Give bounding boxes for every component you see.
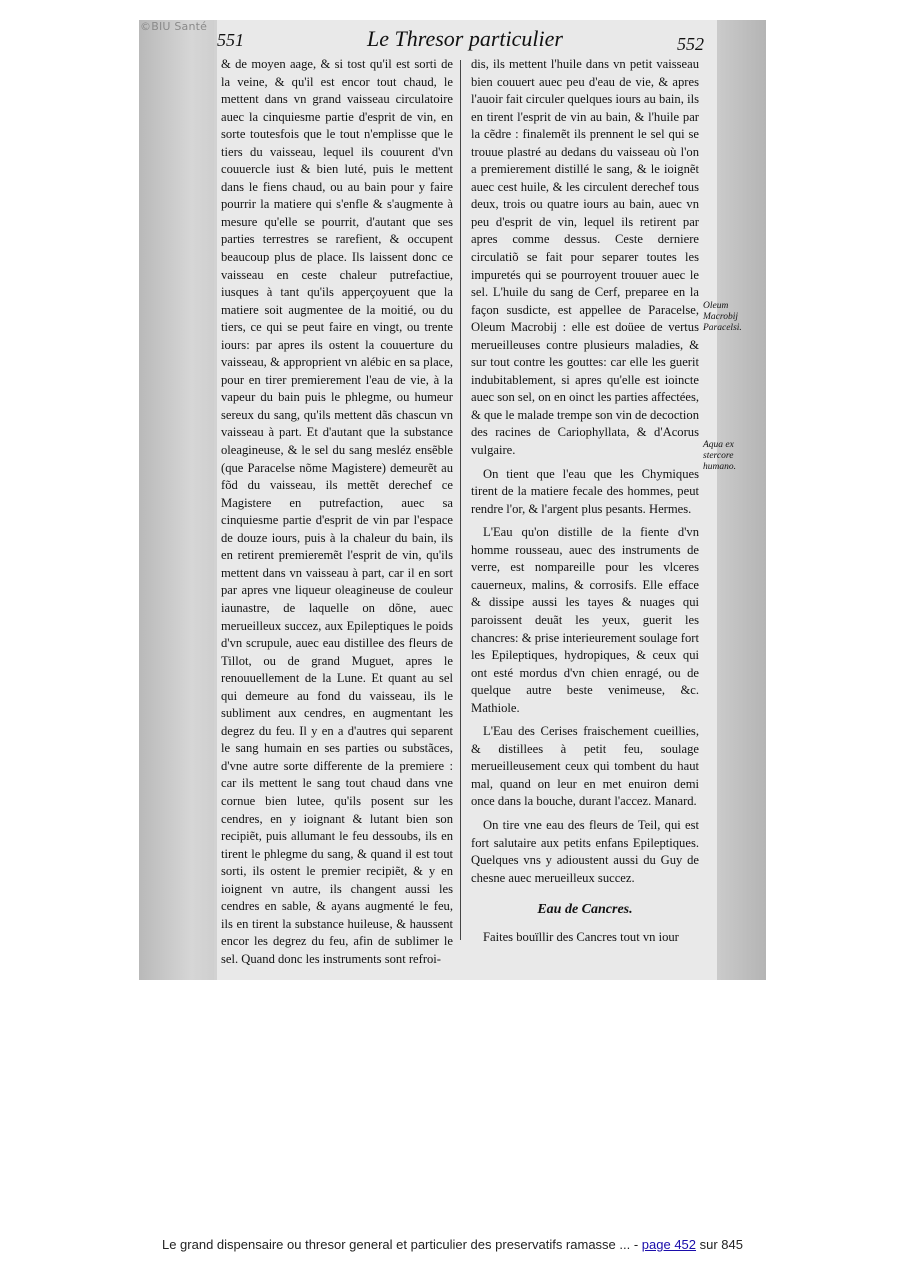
footer-title: Le grand dispensaire ou thresor general et particulier des preservatifs ramasse ... - [161, 1237, 642, 1252]
paragraph: On tient que l'eau que les Chymiques tirent de la matiere fecale des hommes, peut rendre l'or, & l'argent plus pesants. Hermes. [471, 466, 699, 516]
viewer-footer [0, 1237, 905, 1252]
paragraph: & de moyen aage, & si tost qu'il est sorti de la veine, & qu'il est encor tout chaud, le mettent dans vn grand vaisseau circulatoire auec la cinquiesme partie d'esprit de vin, en sorte toutesfois que le tout n'emplisse que le tiers du vaisseau, lequel ils couurent d'vn couuercle iust & bien luté, puis le mettent dans le fiens chaud, ou au bain pour y faire pourrir la matiere qui s'enfle & s'augmente à mesure qu'elle se pourrit, d'autant que ses parties terrestres se rarefient, & occupent beaucoup plus de place. Ils laissent donc ce vaisseau en ceste chaleur putrefactiue, iusques à tant qu'ils apperçoyuent que la matiere soit augmentee de la moitié, ou du tiers, ce qui se peut faire en vingt, ou trente iours: par apres ils ostent la couuerture du vaisseau, & approprient vn alébic en sa place, pour en tirer premierement l'eau de vie, à la vapeur du bain puis le phlegme, ou humeur sereux du sang, qu'ils mettent dãs chascun vn vaisseau à part. Et d'autant que la substance oleagineuse, & le sel du sang mesléz ensẽble (que Paracelse nõme Magistere) demeurẽt au fõd du vaisseau, ils mettẽt derechef ce Magistere en putrefaction, auec sa cinquiesme partie d'esprit de vin par l'espace de douze iours, puis à la chaleur du bain, ils en retirent premieremẽt l'esprit de vin, qu'ils mettent dans vn vaisseau à part, car il en sort par apres vne liqueur oleagineuse de couleur iaunastre, de laquelle on dõne, auec merueilleux succez, aux Epileptiques le poids d'vn scrupule, auec eau distillee des fleurs de Tillot, ou de grand Muguet, apres le renouuellement de la Lune. Et quant au sel qui demeure au fond du vaisseau, ils le subliment aux cendres, en augmentant les degrez du feu. Il y en a d'autres qui separent le sang humain en ses parties ou substãces, d'vne autre sorte differente de la premiere : car ils mettent le sang tout chaud dans vne cornue bien lutee, qu'ils posent sur les cendres, en y ioignant & lutant bien son recipiẽt, puis allumant le feu dessoubs, ils en tirent le phlegme du sang, & quand il est tout sorti, ils ostent le premier recipiẽt, & y en ioignent vn autre, ils changent aussi les cendres en sable, & ayans augmenté le feu, ils en tirent la substance huileuse, & haussent encor les degrez du feu, afin de sublimer le sel. Quand donc les instruments sont refroi- [221, 57, 453, 966]
paragraph: Faites bouïllir des Cancres tout vn iour [483, 929, 679, 944]
margin-note: Aqua ex stercore humano. [703, 440, 736, 472]
page-header [217, 20, 717, 52]
margin-note: Oleum Macrobij Paracelsi. [703, 301, 742, 333]
left-page-number: 551 [217, 30, 244, 50]
scanned-page-image [139, 20, 766, 980]
right-text-column [471, 56, 699, 946]
running-title: Le Thresor particulier [367, 26, 563, 51]
watermark: ©BIU Santé [140, 20, 208, 33]
page-link[interactable]: page 452 [641, 1237, 697, 1252]
paragraph: L'Eau des Cerises fraischement cueillies, & distillees à petit feu, soulage merueilleusement ceux qui tombent du haut mal, quand on leur en met enuiron demi once dans la bouche, durant l'accez. Manard. [471, 724, 699, 809]
scan-shadow-left [139, 20, 214, 980]
section-title: Eau de Cancres. [537, 902, 633, 918]
footer-page-total: sur 845 [696, 1237, 743, 1252]
paragraph: On tire vne eau des fleurs de Teil, qui est fort salutaire aux petits enfans Epileptiques. Quelques vns y adioustent aussi du Guy de chesne auec merueilleux succez. [471, 817, 699, 885]
right-page-number: 552 [677, 34, 704, 54]
paragraph: dis, ils mettent l'huile dans vn petit vaisseau bien couuert auec peu d'eau de vie, & apres l'auoir fait circuler quelques iours au bain, ils en tirent l'esprit de vin au bain, & l'huile par la cẽdre : finalemẽt ils prennent le sel qui se trouue plastré au dedans du vaisseau où l'on a premierement distillé le sang, & le ioignẽt auec cest huile, & les circulent derechef tous deux, trois ou quatre iours au bain, auec vn peu d'esprit de vin, lequel ils retirent par apres comme dessus. Ceste derniere circulatiõ se fait pour separer toutes les impuretés qui se pourroyent trouuer auec le sel. L'huile du sang de Cerf, preparee en la façon susdicte, est appellee de Paracelse, Oleum Macrobij : elle est doüee de vertus merueilleuses contre plusieurs maladies, & sur tout contre les gouttes: car elle les guerit indubitablement, si apres qu'elle est ioincte auec son sel, on en oinct les parties affectées, & que le malade trempe son vin de decoction des racines de Cariophyllata, & d'Acorus vulgaire. [471, 57, 700, 458]
book-page [217, 20, 742, 980]
column-divider [460, 60, 461, 940]
left-text-column [221, 56, 453, 968]
paragraph: L'Eau qu'on distille de la fiente d'vn homme rousseau, auec des instruments de verre, est nompareille pour les vlceres cauerneux, malins, & corrosifs. Elle efface & dissipe aussi les tayes & nuages qui paroissent deuãt les yeux, guerit les chancres: & prise interieurement soulage fort les Epileptiques, hydropiques, & ceux qui ont esté mordus d'vn chien enragé, ou de quelque autre beste venimeuse, &c. Mathiole. [471, 525, 699, 715]
